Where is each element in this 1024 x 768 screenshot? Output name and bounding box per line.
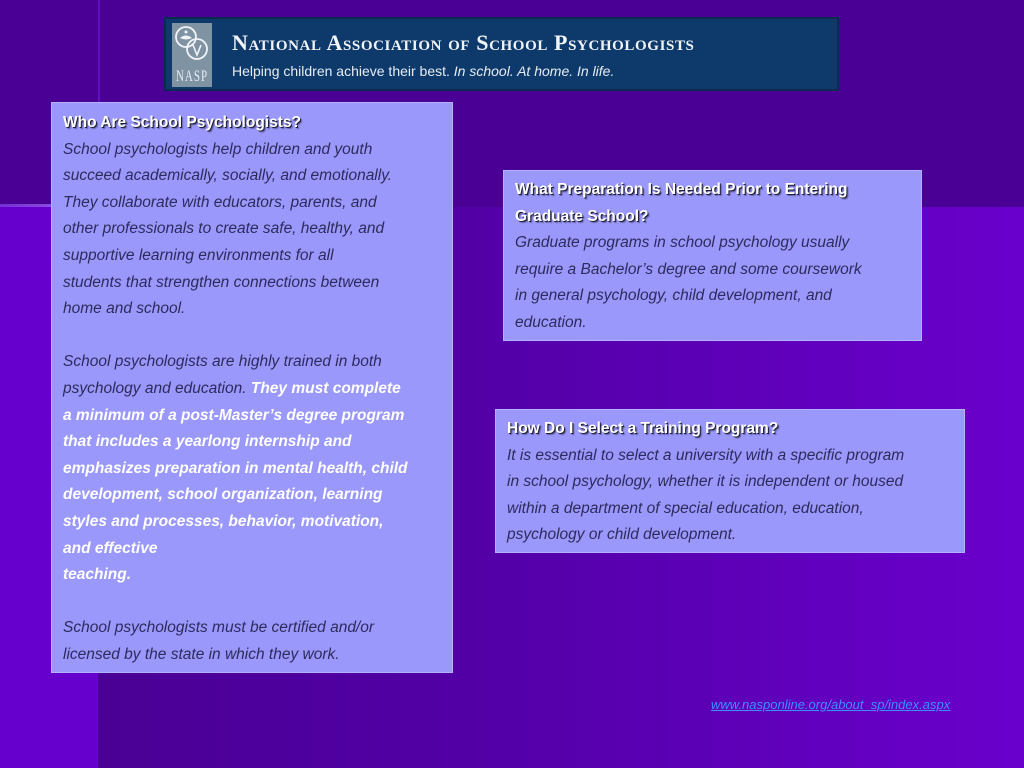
card-text-emphasis-line: that includes a yearlong internship and xyxy=(63,433,352,451)
card-text-line: succeed academically, socially, and emotionally. xyxy=(63,167,393,185)
card-text-line: psychology or child development. xyxy=(507,526,737,544)
card-text-line: Graduate programs in school psychology usually xyxy=(515,234,850,252)
source-link[interactable]: www.nasponline.org/about_sp/index.aspx xyxy=(711,697,951,712)
card-title: Who Are School Psychologists? xyxy=(63,114,301,131)
card-text-line: School psychologists are highly trained in both xyxy=(63,353,382,371)
preparation-needed-card xyxy=(503,170,922,341)
card-text-line: supportive learning environments for all xyxy=(63,246,334,264)
tagline-italic: In school. At home. In life. xyxy=(453,63,615,79)
logo-letters: NASP xyxy=(175,68,209,85)
paragraph-spacer xyxy=(63,323,442,350)
card-text-emphasis-line: development, school organization, learning xyxy=(63,486,383,504)
who-are-school-psychologists-card xyxy=(51,102,453,673)
card-title-line: Graduate School? xyxy=(515,207,649,225)
card-text-line: other professionals to create safe, healthy, and xyxy=(63,220,385,238)
card-text-line: School psychologists must be certified and/or xyxy=(63,619,375,637)
card-text-line: It is essential to select a university with a specific program xyxy=(507,446,905,464)
card-title: How Do I Select a Training Program? xyxy=(507,420,779,437)
card-text-line-mixed xyxy=(63,376,442,403)
card-text-regular: psychology and education. xyxy=(63,379,247,397)
card-text-line: licensed by the state in which they work. xyxy=(63,645,340,663)
nasp-emblem-icon xyxy=(172,23,212,67)
tagline-regular: Helping children achieve their best. xyxy=(232,63,450,79)
organization-tagline xyxy=(232,63,614,79)
card-title-line: What Preparation Is Needed Prior to Entering xyxy=(515,181,848,198)
paragraph-spacer xyxy=(63,589,442,616)
card-text-emphasis-line: a minimum of a post-Master’s degree program xyxy=(63,406,405,424)
card-text-emphasis-line: emphasizes preparation in mental health, child xyxy=(63,459,408,477)
card-text-line: education. xyxy=(515,313,587,331)
card-text-emphasis-line: teaching. xyxy=(63,566,132,584)
card-text-emphasis-line: and effective xyxy=(63,539,158,557)
card-text-line: students that strengthen connections between xyxy=(63,273,380,291)
card-text-emphasis: They must complete xyxy=(250,379,401,397)
card-text-line: within a department of special education, education, xyxy=(507,499,864,517)
card-text-line: require a Bachelor’s degree and some coursework xyxy=(515,260,862,278)
nasp-banner xyxy=(164,17,839,91)
card-text-line: School psychologists help children and youth xyxy=(63,140,373,158)
organization-name: National Association of School Psychologists xyxy=(232,30,695,55)
card-text-line: They collaborate with educators, parents, and xyxy=(63,193,377,211)
nasp-logo xyxy=(172,23,212,87)
card-text-line: home and school. xyxy=(63,300,186,318)
card-text-emphasis-line: styles and processes, behavior, motivation, xyxy=(63,512,384,530)
card-text-line: in school psychology, whether it is independent or housed xyxy=(507,473,904,491)
card-text-line: in general psychology, child development, and xyxy=(515,287,832,305)
select-training-program-card xyxy=(495,409,965,553)
